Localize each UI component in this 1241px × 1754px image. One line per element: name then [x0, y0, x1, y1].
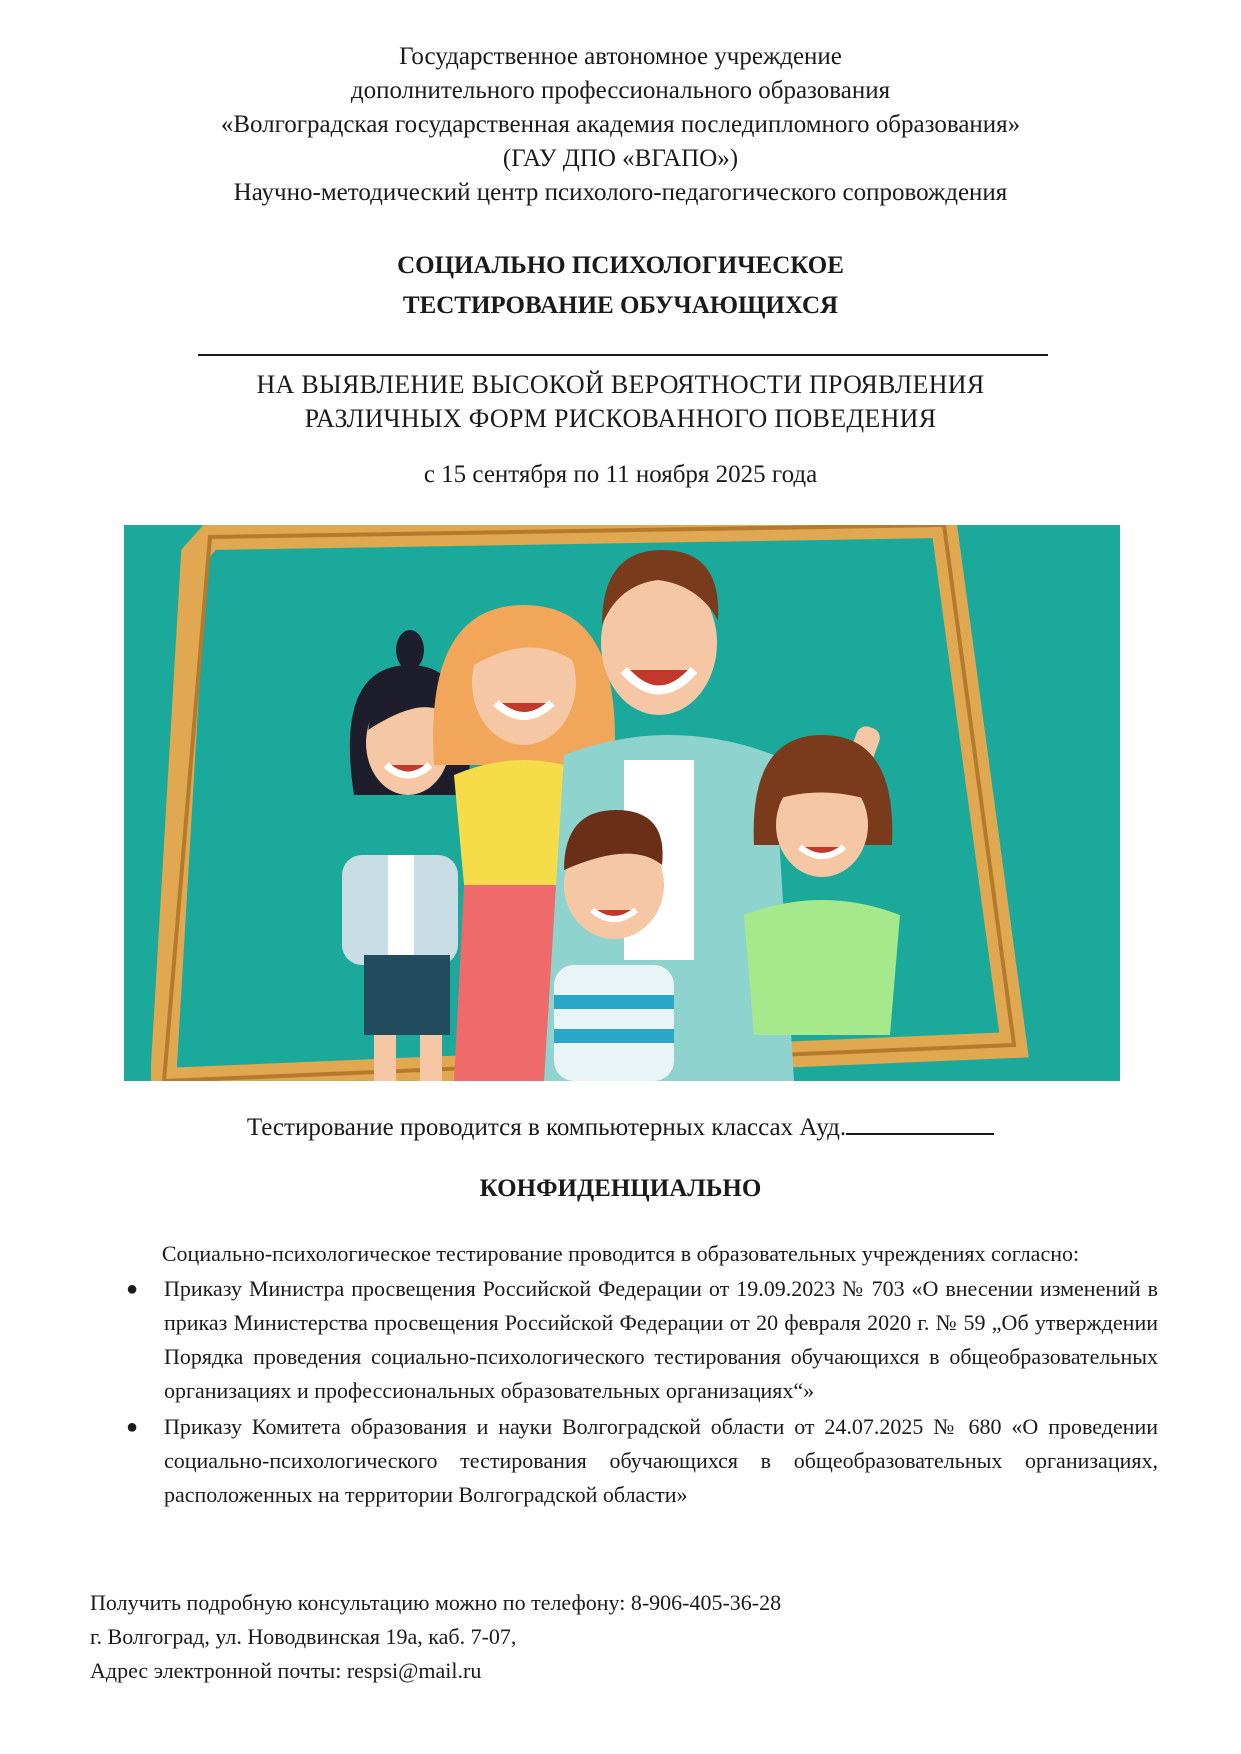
title-divider: [198, 354, 1048, 356]
confidential-label: КОНФИДЕНЦИАЛЬНО: [479, 1175, 762, 1202]
list-item: [124, 1410, 1158, 1512]
contact-info: [90, 1586, 781, 1688]
subtitle-line-1: НА ВЫЯВЛЕНИЕ ВЫСОКОЙ ВЕРОЯТНОСТИ ПРОЯВЛЕНИЯ: [256, 370, 985, 399]
order-text-2: Приказу Комитета образования и науки Волгоградской области от 24.07.2025 № 680 «О проведении социально-психологического тестирования обучающихся в общеобразовательных организациях, расположенных на территории Волгоградской области»: [164, 1414, 1158, 1507]
institution-header: [0, 40, 1241, 210]
order-text-1: Приказу Министра просвещения Российской Федерации от 19.09.2023 № 703 «О внесении изменений в приказ Министерства просвещения Российской Федерации от 20 февраля 2020 г. № 59 „Об утверждении Порядка проведения социально-психологического тестирования обучающихся в общеобразовательных организациях и профессиональных образовательных организациях“»: [164, 1276, 1158, 1403]
header-line-4: (ГАУ ДПО «ВГАПО»): [502, 145, 739, 172]
header-line-2: дополнительного профессионального образования: [350, 77, 891, 104]
testing-dates: с 15 сентября по 11 ноября 2025 года: [423, 461, 818, 488]
bullet-icon: ●: [126, 1416, 139, 1438]
header-line-1: Государственное автономное учреждение: [399, 43, 842, 70]
room-number-blank[interactable]: [846, 1111, 994, 1135]
family-illustration: [124, 525, 1120, 1081]
testing-location-text: Тестирование проводится в компьютерных классах Ауд.: [246, 1114, 847, 1141]
legal-basis-intro: Социально-психологическое тестирование проводится в образовательных учреждениях согласно:: [161, 1241, 1080, 1266]
document-subtitle: [0, 368, 1241, 436]
contact-address: г. Волгоград, ул. Новодвинская 19а, каб. 7-07,: [90, 1624, 517, 1649]
document-title: [0, 246, 1241, 326]
contact-phone: Получить подробную консультацию можно по телефону: 8-906-405-36-28: [90, 1590, 782, 1615]
testing-location: [0, 1111, 1241, 1145]
header-line-5: Научно-методический центр психолого-педагогического сопровождения: [233, 179, 1008, 206]
bullet-icon: ●: [126, 1278, 139, 1300]
contact-email: Адрес электронной почты: respsi@mail.ru: [90, 1658, 482, 1683]
title-line-1: СОЦИАЛЬНО ПСИХОЛОГИЧЕСКОЕ: [397, 252, 844, 279]
title-line-2: ТЕСТИРОВАНИЕ ОБУЧАЮЩИХСЯ: [402, 292, 839, 319]
family-picture-svg: [124, 525, 1120, 1081]
header-line-3: «Волгоградская государственная академия последипломного образования»: [220, 111, 1021, 138]
list-item: [124, 1272, 1158, 1408]
subtitle-line-2: РАЗЛИЧНЫХ ФОРМ РИСКОВАННОГО ПОВЕДЕНИЯ: [304, 404, 937, 433]
orders-list: [124, 1272, 1158, 1514]
